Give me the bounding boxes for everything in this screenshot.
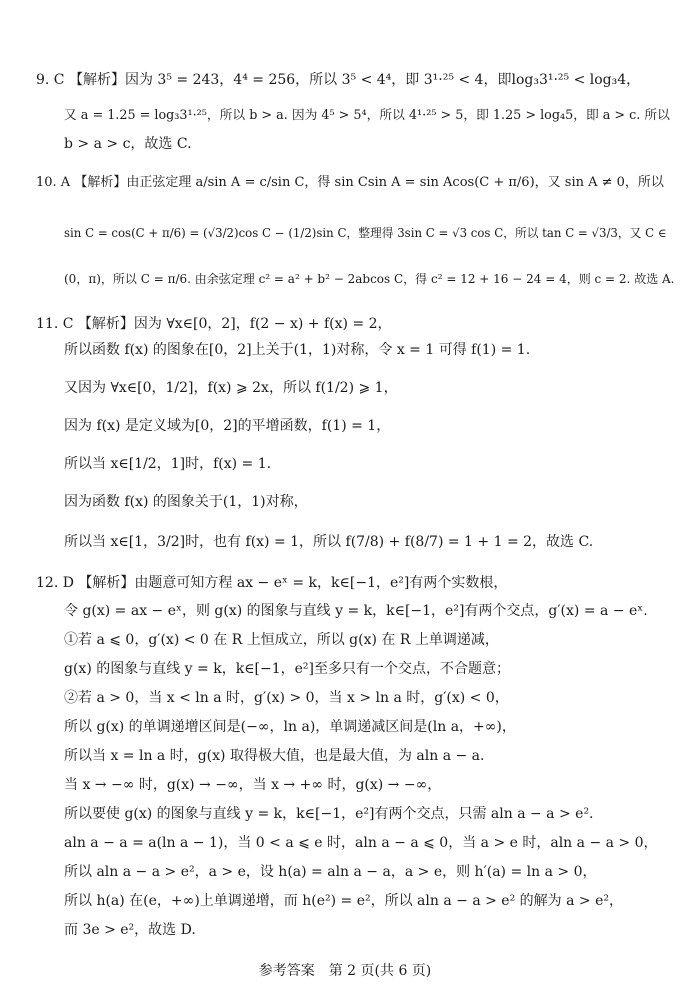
problem-10-line-2: sin C = cos(C + π/6) = (√3/2)cos C − (1/2)sin C，整理得 3sin C = √3 cos C，所以 tan C = √3/3，又 C ∈ <box>64 226 667 240</box>
problem-11-line-2: 所以函数 f(x) 的图象在[0，2]上关于(1，1)对称，令 x = 1 可得 f(1) = 1. <box>64 342 531 358</box>
problem-12-line-12: 所以 h(a) 在(e，+∞)上单调递增，而 h(e²) = e²，所以 aln a − a > e² 的解为 a > e²， <box>64 893 623 909</box>
problem-12-line-6: 所以 g(x) 的单调递增区间是(−∞，ln a)，单调递减区间是(ln a，+∞)， <box>64 719 516 735</box>
problem-9-line-2: 又 a = 1.25 = log₃3¹·²⁵，所以 b > a. 因为 4⁵ > 5⁴，所以 4¹·²⁵ > 5，即 1.25 > log₄5，即 a > c. 所以 <box>64 108 670 123</box>
problem-11-line-7: 所以当 x∈[1，3/2]时，也有 f(x) = 1，所以 f(7/8) + f(8/7) = 1 + 1 = 2，故选 C. <box>64 534 594 550</box>
problem-12-line-9: 所以要使 g(x) 的图象与直线 y = k，k∈[−1，e²]有两个交点，只需 aln a − a > e². <box>64 806 594 822</box>
problem-9-line-1: 9. C 【解析】因为 3⁵ = 243，4⁴ = 256，所以 3⁵ < 4⁴，即 3¹·²⁵ < 4，即log₃3¹·²⁵ < log₃4， <box>36 72 641 88</box>
problem-12-line-10: aln a − a = a(ln a − 1)，当 0 < a ⩽ e 时，aln a − a ⩽ 0，当 a > e 时，aln a − a > 0， <box>64 835 658 851</box>
problem-9-line-3: b > a > c，故选 C. <box>64 136 192 152</box>
problem-12-line-11: 所以 aln a − a > e²，a > e，设 h(a) = aln a − a，a > e，则 h′(a) = ln a > 0， <box>64 864 597 880</box>
problem-11-line-5: 所以当 x∈[1/2，1]时，f(x) = 1. <box>64 456 272 472</box>
problem-12-line-2: 令 g(x) = ax − eˣ，则 g(x) 的图象与直线 y = k，k∈[−1，e²]有两个交点，g′(x) = a − eˣ. <box>64 603 648 619</box>
problem-11-line-1: 11. C 【解析】因为 ∀x∈[0，2]，f(2 − x) + f(x) = 2， <box>36 316 392 332</box>
problem-12-line-13: 而 3e > e²，故选 D. <box>64 922 196 938</box>
problem-12-line-1: 12. D 【解析】由题意可知方程 ax − eˣ = k，k∈[−1，e²]有两个实数根， <box>36 575 508 591</box>
problem-11-line-3: 又因为 ∀x∈[0，1/2]，f(x) ⩾ 2x，所以 f(1/2) ⩾ 1， <box>64 380 398 396</box>
page-footer: 参考答案 第 2 页(共 6 页) <box>258 963 432 979</box>
problem-12-line-3: ①若 a ⩽ 0，g′(x) < 0 在 R 上恒成立，所以 g(x) 在 R 上单调递减， <box>64 632 499 648</box>
problem-10-line-1: 10. A 【解析】由正弦定理 a/sin A = c/sin C，得 sin Csin A = sin Acos(C + π/6)，又 sin A ≠ 0，所以 <box>36 175 664 190</box>
problem-12-line-8: 当 x → −∞ 时，g(x) → −∞，当 x → +∞ 时，g(x) → −∞， <box>64 777 442 793</box>
problem-10-line-3: (0，π)，所以 C = π/6. 由余弦定理 c² = a² + b² − 2abcos C，得 c² = 12 + 16 − 24 = 4，则 c = 2. 故选 A. <box>64 272 675 286</box>
problem-11-line-4: 因为 f(x) 是定义域为[0，2]的平增函数，f(1) = 1， <box>64 418 391 434</box>
problem-11-line-6: 因为函数 f(x) 的图象关于(1，1)对称， <box>64 494 308 510</box>
problem-12-line-4: g(x) 的图象与直线 y = k，k∈[−1，e²]至多只有一个交点，不合题意； <box>64 661 511 677</box>
problem-12-line-7: 所以当 x = ln a 时，g(x) 取得极大值，也是最大值，为 aln a − a. <box>64 748 485 764</box>
problem-12-line-5: ②若 a > 0，当 x < ln a 时，g′(x) > 0，当 x > ln a 时，g′(x) < 0， <box>64 690 509 706</box>
